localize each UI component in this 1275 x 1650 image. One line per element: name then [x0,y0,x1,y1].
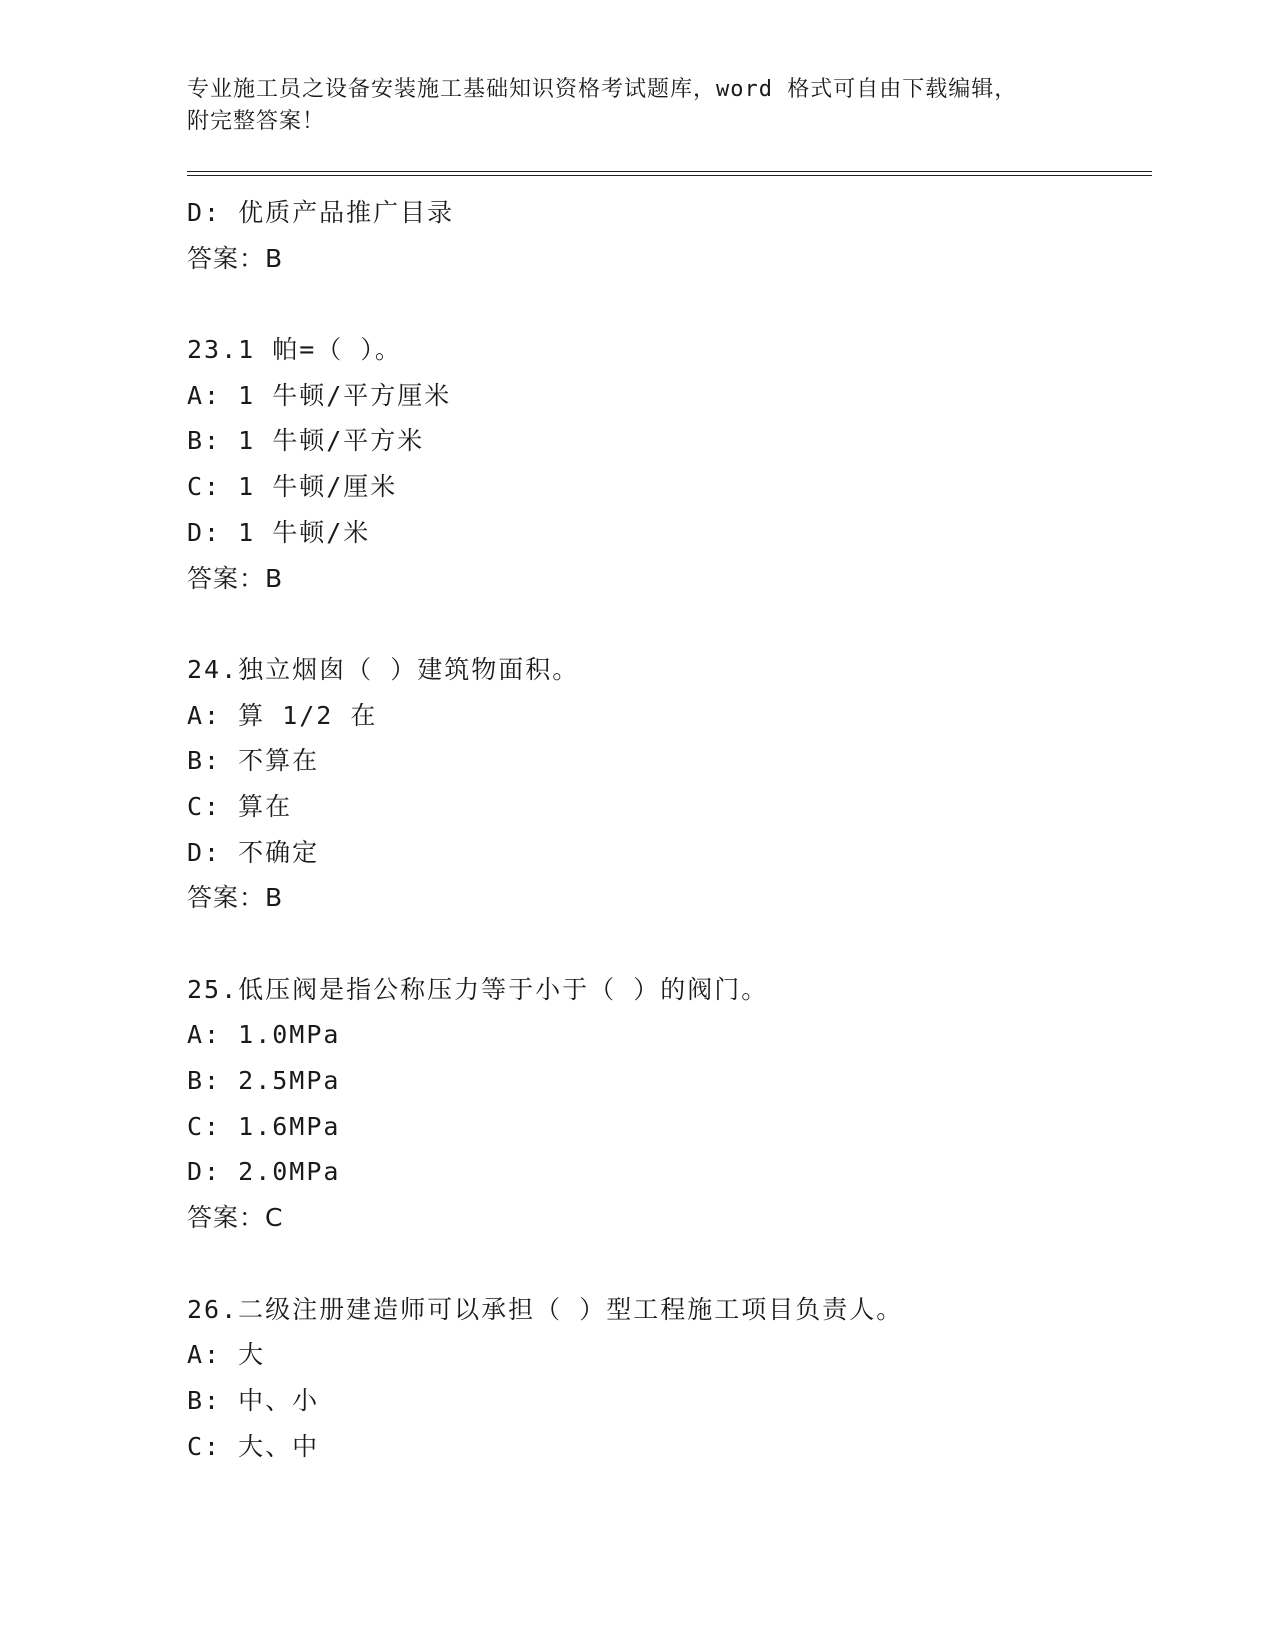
question-stem: 25.低压阀是指公称压力等于小于（ ）的阀门。 [187,974,769,1004]
answer: 答案：C [187,1203,284,1233]
option-a: A: 1.0MPa [187,1020,341,1050]
question-26 [187,1287,1152,1470]
option-c: C: 大、中 [187,1431,320,1461]
question-stem: 23.1 帕=（ ）。 [187,335,402,365]
document-header [187,74,1087,138]
option-a: A: 1 牛顿/平方厘米 [187,380,452,410]
header-line-2: 附完整答案！ [187,109,326,134]
option-b: B: 中、小 [187,1385,320,1415]
option-c: C: 1.6MPa [187,1111,341,1141]
question-list [187,190,1152,1469]
option-c: C: 算在 [187,791,293,821]
option-d: D: 1 牛顿/米 [187,517,371,547]
option-a: A: 算 1/2 在 [187,700,378,730]
question-25 [187,967,1152,1241]
question-24 [187,647,1152,921]
answer: 答案：B [187,883,284,913]
question-stem: 26.二级注册建造师可以承担（ ）型工程施工项目负责人。 [187,1294,904,1324]
answer: 答案：B [187,563,284,593]
option-d: D: 优质产品推广目录 [187,198,455,227]
question-23 [187,327,1152,601]
header-rule-bottom [187,175,1152,176]
header-line-1: 专业施工员之设备安装施工基础知识资格考试题库，word 格式可自由下载编辑， [187,77,1018,102]
option-d: D: 2.0MPa [187,1157,341,1187]
option-c: C: 1 牛顿/厘米 [187,472,398,502]
option-a: A: 大 [187,1340,266,1370]
header-rule-top [187,171,1152,172]
option-b: B: 不算在 [187,746,320,776]
option-d: D: 不确定 [187,837,320,867]
option-b: B: 2.5MPa [187,1066,341,1096]
answer: 答案：B [187,243,284,273]
question-stem: 24.独立烟囱（ ）建筑物面积。 [187,654,580,684]
option-b: B: 1 牛顿/平方米 [187,426,425,456]
